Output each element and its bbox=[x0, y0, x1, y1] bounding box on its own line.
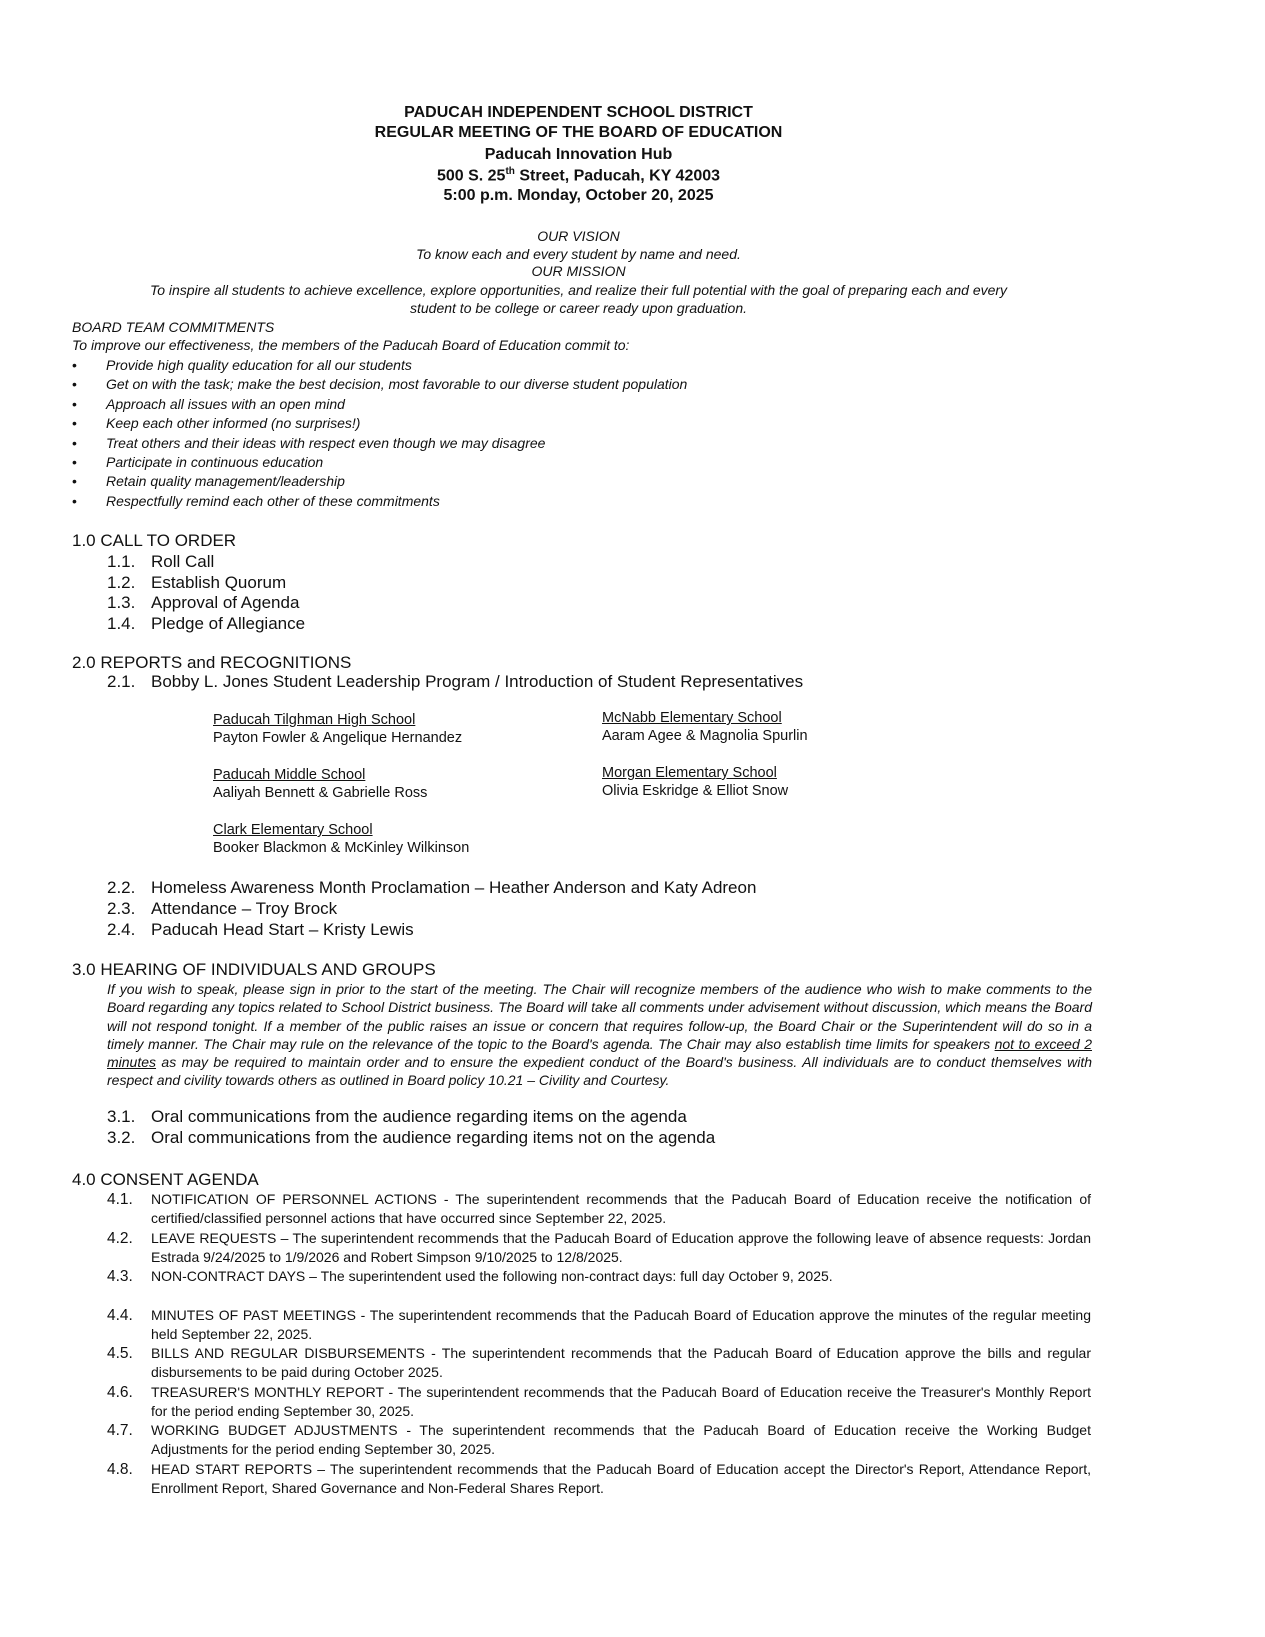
school-representatives bbox=[602, 709, 808, 745]
item-text: TREASURER'S MONTHLY REPORT - The superintendent recommends that the Paducah Board of Education receive the Treasurer's Monthly Report for the period ending September 30, 2025. bbox=[151, 1383, 1091, 1419]
school-name: Clark Elementary School bbox=[213, 822, 373, 838]
item-number: 4.7. bbox=[107, 1422, 133, 1439]
item-number: 3.1. bbox=[107, 1107, 136, 1126]
section-1-title: 1.0 CALL TO ORDER bbox=[72, 531, 237, 550]
item-number: 1.1. bbox=[107, 552, 136, 571]
commitment-text: Participate in continuous education bbox=[106, 454, 324, 470]
commitment-item bbox=[72, 473, 345, 489]
agenda-item bbox=[107, 593, 299, 613]
item-text: HEAD START REPORTS – The superintendent recommends that the Paducah Board of Education accept the Director's Report, Attendance Report, Enrollment Report, Shared Governance and Non-Federal Shares Report. bbox=[151, 1460, 1091, 1496]
item-text: LEAVE REQUESTS – The superintendent recommends that the Paducah Board of Education approve the following leave of absence requests: Jordan Estrada 9/24/2025 to 1/9/2026 and Robert Simpson 9/10/2025 to 12/8/2025. bbox=[151, 1229, 1091, 1265]
agenda-item bbox=[107, 552, 214, 572]
section-4-title: 4.0 CONSENT AGENDA bbox=[72, 1170, 259, 1189]
consent-item bbox=[107, 1190, 1091, 1228]
bullet-icon: • bbox=[72, 454, 77, 470]
agenda-item bbox=[107, 1107, 687, 1127]
school-representatives bbox=[213, 821, 469, 857]
commitment-text: Get on with the task; make the best decision, most favorable to our diverse student population bbox=[106, 376, 688, 393]
item-text: Bobby L. Jones Student Leadership Program / Introduction of Student Representatives bbox=[151, 672, 804, 691]
student-names: Aaliyah Bennett & Gabrielle Ross bbox=[213, 785, 428, 801]
consent-item bbox=[107, 1421, 1091, 1459]
student-names: Payton Fowler & Angelique Hernandez bbox=[213, 730, 463, 746]
consent-item bbox=[107, 1306, 1091, 1344]
district-title: PADUCAH INDEPENDENT SCHOOL DISTRICT bbox=[404, 104, 753, 121]
item-number: 2.1. bbox=[107, 672, 136, 691]
mission-line-1: To inspire all students to achieve excellence, explore opportunities, and realize their full potential with the goal of preparing each and every bbox=[149, 282, 1008, 298]
agenda-item bbox=[107, 573, 286, 593]
commitment-text: Provide high quality education for all our students bbox=[106, 357, 412, 373]
vision-title: OUR VISION bbox=[537, 228, 620, 244]
meeting-datetime: 5:00 p.m. Monday, October 20, 2025 bbox=[443, 187, 714, 204]
policy-text-end: as may be required to maintain order and to ensure the expedient conduct of the Board's business. All individuals are to conduct themselves with respect and civility towards others as outlined in Board policy 10.21 – Civility and Courtesy. bbox=[107, 1054, 1092, 1089]
policy-text: If you wish to speak, please sign in prior to the start of the meeting. The Chair will recognize members of the audience who wish to make comments to the Board regarding any topics related to School District business. The Board will take all comments under advisement without discussion, which means the Board will not respond tonight. If a member of the public raises an issue or concern that requires follow-up, the Board Chair or the Superintendent will do so in a timely manner. The Chair may rule on the relevance of the topic to the Board's agenda. The Chair may also establish time limits for speakers bbox=[107, 981, 1092, 1052]
item-number: 2.4. bbox=[107, 920, 136, 939]
section-3-title: 3.0 HEARING OF INDIVIDUALS AND GROUPS bbox=[72, 960, 436, 979]
commitment-text: Treat others and their ideas with respect even though we may disagree bbox=[106, 434, 546, 451]
student-names: Aaram Agee & Magnolia Spurlin bbox=[602, 728, 808, 744]
consent-item bbox=[107, 1383, 1091, 1421]
commitment-text: Retain quality management/leadership bbox=[106, 473, 345, 490]
commitment-item bbox=[72, 435, 545, 451]
school-name: McNabb Elementary School bbox=[602, 710, 782, 726]
commitment-text: Approach all issues with an open mind bbox=[106, 395, 345, 412]
commitment-text: Keep each other informed (no surprises!) bbox=[106, 415, 361, 432]
commitment-item bbox=[72, 415, 360, 431]
bullet-icon: • bbox=[72, 395, 77, 412]
consent-item bbox=[107, 1344, 1091, 1382]
bullet-icon: • bbox=[72, 492, 77, 509]
item-text: BILLS AND REGULAR DISBURSEMENTS - The superintendent recommends that the Paducah Board of Education approve the bills and regular disbursements to be paid during October 2025. bbox=[151, 1345, 1091, 1380]
item-number: 4.3. bbox=[107, 1268, 133, 1285]
school-representatives bbox=[213, 711, 462, 747]
commitments-intro: To improve our effectiveness, the members of the Paducah Board of Education commit to: bbox=[72, 337, 630, 353]
address-sup: th bbox=[505, 166, 515, 177]
consent-item bbox=[107, 1229, 1091, 1267]
commitment-text: Respectfully remind each other of these commitments bbox=[106, 492, 440, 509]
address bbox=[0, 166, 1157, 185]
item-text: Attendance – Troy Brock bbox=[151, 899, 338, 918]
item-text: Approval of Agenda bbox=[151, 593, 300, 612]
item-number: 4.5. bbox=[107, 1345, 133, 1362]
item-text: MINUTES OF PAST MEETINGS - The superintendent recommends that the Paducah Board of Education approve the minutes of the regular meeting held September 22, 2025. bbox=[151, 1306, 1091, 1342]
mission-line-2: student to be college or career ready upon graduation. bbox=[409, 300, 747, 316]
student-names: Olivia Eskridge & Elliot Snow bbox=[602, 783, 789, 799]
item-number: 1.3. bbox=[107, 593, 136, 612]
item-text: Paducah Head Start – Kristy Lewis bbox=[151, 920, 414, 939]
school-name: Paducah Middle School bbox=[213, 767, 366, 783]
school-representatives bbox=[213, 766, 427, 802]
agenda-item bbox=[107, 1128, 715, 1148]
commitment-item bbox=[72, 357, 412, 373]
item-number: 1.2. bbox=[107, 572, 136, 592]
item-number: 2.2. bbox=[107, 878, 136, 897]
bullet-icon: • bbox=[72, 357, 77, 373]
bullet-icon: • bbox=[72, 415, 77, 432]
school-name: Paducah Tilghman High School bbox=[213, 712, 416, 728]
agenda-item bbox=[107, 899, 337, 919]
venue: Paducah Innovation Hub bbox=[484, 146, 673, 163]
agenda-item bbox=[107, 614, 305, 634]
public-comment-policy bbox=[107, 980, 1092, 1090]
mission-title: OUR MISSION bbox=[531, 263, 626, 279]
agenda-item bbox=[107, 920, 414, 940]
item-number: 4.1. bbox=[107, 1191, 133, 1208]
item-text: NOTIFICATION OF PERSONNEL ACTIONS - The superintendent recommends that the Paducah Board of Education receive the notification of certified/classified personnel actions that have occurred since September 22, 2025. bbox=[151, 1191, 1091, 1226]
item-text: NON-CONTRACT DAYS – The superintendent used the following non-contract days: full day October 9, 2025. bbox=[151, 1268, 833, 1284]
item-number: 4.4. bbox=[107, 1306, 133, 1324]
item-number: 1.4. bbox=[107, 613, 136, 633]
item-text: WORKING BUDGET ADJUSTMENTS - The superintendent recommends that the Paducah Board of Education receive the Working Budget Adjustments for the period ending September 30, 2025. bbox=[151, 1422, 1091, 1457]
item-text: Establish Quorum bbox=[151, 572, 287, 592]
commitment-item bbox=[72, 376, 687, 392]
item-number: 4.8. bbox=[107, 1460, 133, 1478]
item-text: Oral communications from the audience regarding items not on the agenda bbox=[151, 1128, 716, 1147]
commitment-item bbox=[72, 454, 323, 470]
item-number: 3.2. bbox=[107, 1128, 136, 1147]
commitment-item bbox=[72, 493, 440, 509]
item-number: 4.6. bbox=[107, 1383, 133, 1401]
item-text: Homeless Awareness Month Proclamation – Heather Anderson and Katy Adreon bbox=[151, 878, 757, 897]
time-limit-text: not to exceed 2 minutes bbox=[107, 1035, 1092, 1071]
commitments-title: BOARD TEAM COMMITMENTS bbox=[72, 319, 275, 335]
item-text: Oral communications from the audience regarding items on the agenda bbox=[151, 1107, 687, 1126]
address-start: 500 S. 25 bbox=[436, 167, 506, 185]
commitment-item bbox=[72, 396, 345, 412]
student-names: Booker Blackmon & McKinley Wilkinson bbox=[213, 840, 470, 856]
item-text: Roll Call bbox=[151, 552, 215, 571]
item-number: 4.2. bbox=[107, 1229, 133, 1247]
item-number: 2.3. bbox=[107, 899, 136, 918]
consent-item bbox=[107, 1267, 1091, 1286]
bullet-icon: • bbox=[72, 473, 77, 490]
agenda-item bbox=[107, 672, 803, 692]
agenda-item bbox=[107, 878, 756, 898]
consent-item bbox=[107, 1460, 1091, 1498]
school-name: Morgan Elementary School bbox=[602, 765, 777, 781]
address-end: Street, Paducah, KY 42003 bbox=[514, 167, 721, 185]
item-text: Pledge of Allegiance bbox=[151, 613, 306, 633]
school-representatives bbox=[602, 764, 788, 800]
section-2-title: 2.0 REPORTS and RECOGNITIONS bbox=[72, 653, 352, 672]
vision-text: To know each and every student by name and need. bbox=[416, 246, 741, 262]
bullet-icon: • bbox=[72, 376, 77, 393]
bullet-icon: • bbox=[72, 434, 77, 451]
meeting-title: REGULAR MEETING OF THE BOARD OF EDUCATION bbox=[374, 124, 783, 141]
